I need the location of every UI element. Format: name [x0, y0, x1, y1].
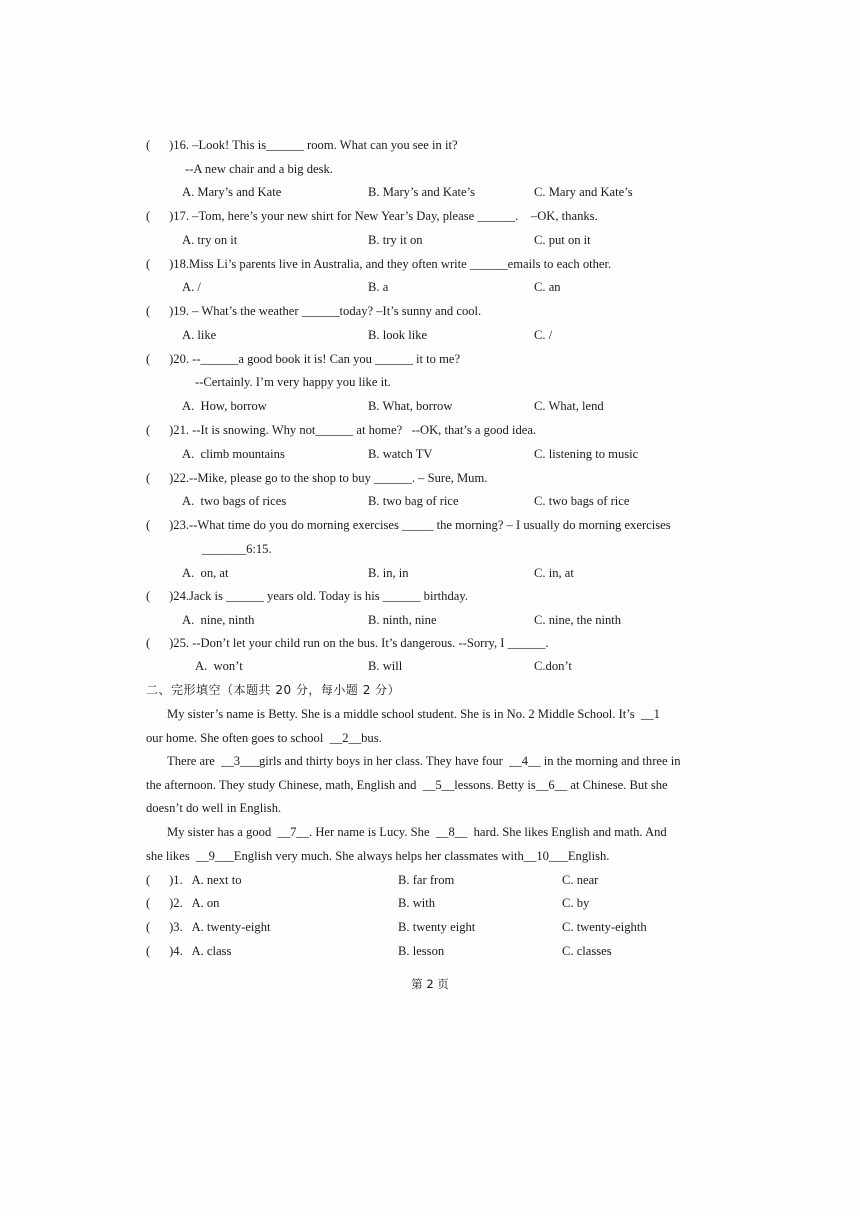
question-23-continuation: _______6:15. — [202, 542, 272, 556]
question-20-option-b: B. What, borrow — [368, 399, 453, 413]
question-16-option-b: B. Mary’s and Kate’s — [368, 185, 476, 199]
question-25-option-b: B. will — [368, 659, 403, 673]
question-18-option-a: A. / — [182, 280, 201, 294]
question-18-stem: ( )18.Miss Li’s parents live in Australia, and they often write ______emails to each other. — [146, 257, 612, 271]
question-25-option-c: C.don’t — [534, 659, 572, 673]
question-23-option-c: C. in, at — [534, 566, 574, 580]
question-21-option-c: C. listening to music — [534, 447, 639, 461]
question-19-option-b: B. look like — [368, 328, 428, 342]
cloze-choice-3-b: B. twenty eight — [398, 920, 476, 934]
cloze-choice-1-b: B. far from — [398, 873, 455, 887]
cloze-choice-2-b: B. with — [398, 896, 436, 910]
question-17-option-b: B. try it on — [368, 233, 423, 247]
question-16-option-a: A. Mary’s and Kate — [182, 185, 282, 199]
question-16-stem: ( )16. –Look! This is______ room. What can you see in it? — [146, 138, 458, 152]
cloze-choice-3-a: ( )3. A. twenty-eight — [146, 920, 271, 934]
question-20-option-c: C. What, lend — [534, 399, 604, 413]
page-number: 第 2 页 — [411, 977, 449, 991]
cloze-paragraph-line: My sister has a good __7__. Her name is Lucy. She __8__ hard. She likes English and math. And — [167, 825, 667, 839]
question-19-option-a: A. like — [182, 328, 217, 342]
question-18-option-b: B. a — [368, 280, 389, 294]
cloze-choice-2-c: C. by — [562, 896, 590, 910]
cloze-choice-2-a: ( )2. A. on — [146, 896, 220, 910]
cloze-paragraph-line: our home. She often goes to school __2__bus. — [146, 731, 382, 745]
question-17-option-c: C. put on it — [534, 233, 591, 247]
question-24-option-a: A. nine, ninth — [182, 613, 255, 627]
question-19-stem: ( )19. – What’s the weather ______today? –It’s sunny and cool. — [146, 304, 482, 318]
question-20-continuation: --Certainly. I’m very happy you like it. — [195, 375, 391, 389]
question-17-option-a: A. try on it — [182, 233, 238, 247]
question-19-option-c: C. / — [534, 328, 553, 342]
cloze-choice-4-a: ( )4. A. class — [146, 944, 232, 958]
question-20-option-a: A. How, borrow — [182, 399, 267, 413]
question-22-option-c: C. two bags of rice — [534, 494, 630, 508]
cloze-choice-4-c: C. classes — [562, 944, 612, 958]
question-21-option-b: B. watch TV — [368, 447, 433, 461]
question-16-continuation: --A new chair and a big desk. — [185, 162, 333, 176]
cloze-choice-4-b: B. lesson — [398, 944, 445, 958]
cloze-paragraph-line: There are __3___girls and thirty boys in her class. They have four __4__ in the morning and three in — [167, 754, 681, 768]
cloze-choice-3-c: C. twenty-eighth — [562, 920, 647, 934]
question-24-stem: ( )24.Jack is ______ years old. Today is his ______ birthday. — [146, 589, 468, 603]
question-22-option-b: B. two bag of rice — [368, 494, 459, 508]
question-22-stem: ( )22.--Mike, please go to the shop to buy ______. – Sure, Mum. — [146, 471, 488, 485]
question-23-option-a: A. on, at — [182, 566, 229, 580]
cloze-choice-1-a: ( )1. A. next to — [146, 873, 242, 887]
question-23-stem: ( )23.--What time do you do morning exercises _____ the morning? – I usually do morning exercises — [146, 518, 671, 532]
cloze-paragraph-line: she likes __9___English very much. She always helps her classmates with__10___English. — [146, 849, 610, 863]
question-22-option-a: A. two bags of rices — [182, 494, 287, 508]
cloze-paragraph-line: the afternoon. They study Chinese, math, English and __5__lessons. Betty is__6__ at Chinese. But she — [146, 778, 668, 792]
question-16-option-c: C. Mary and Kate’s — [534, 185, 633, 199]
question-17-stem: ( )17. –Tom, here’s your new shirt for New Year’s Day, please ______. –OK, thanks. — [146, 209, 598, 223]
cloze-paragraph-line: doesn’t do well in English. — [146, 801, 282, 815]
question-20-stem: ( )20. --______a good book it is! Can you ______ it to me? — [146, 352, 461, 366]
question-24-option-c: C. nine, the ninth — [534, 613, 622, 627]
question-21-option-a: A. climb mountains — [182, 447, 285, 461]
question-25-stem: ( )25. --Don’t let your child run on the bus. It’s dangerous. --Sorry, I ______. — [146, 636, 549, 650]
question-24-option-b: B. ninth, nine — [368, 613, 437, 627]
question-21-stem: ( )21. --It is snowing. Why not______ at home? --OK, that’s a good idea. — [146, 423, 537, 437]
section-2-title: 二、完形填空（本题共 20 分，每小题 2 分） — [146, 683, 401, 697]
cloze-choice-1-c: C. near — [562, 873, 599, 887]
question-18-option-c: C. an — [534, 280, 561, 294]
question-25-option-a: A. won’t — [195, 659, 243, 673]
cloze-paragraph-line: My sister’s name is Betty. She is a middle school student. She is in No. 2 Middle School. It’s __1 — [167, 707, 660, 721]
question-23-option-b: B. in, in — [368, 566, 409, 580]
